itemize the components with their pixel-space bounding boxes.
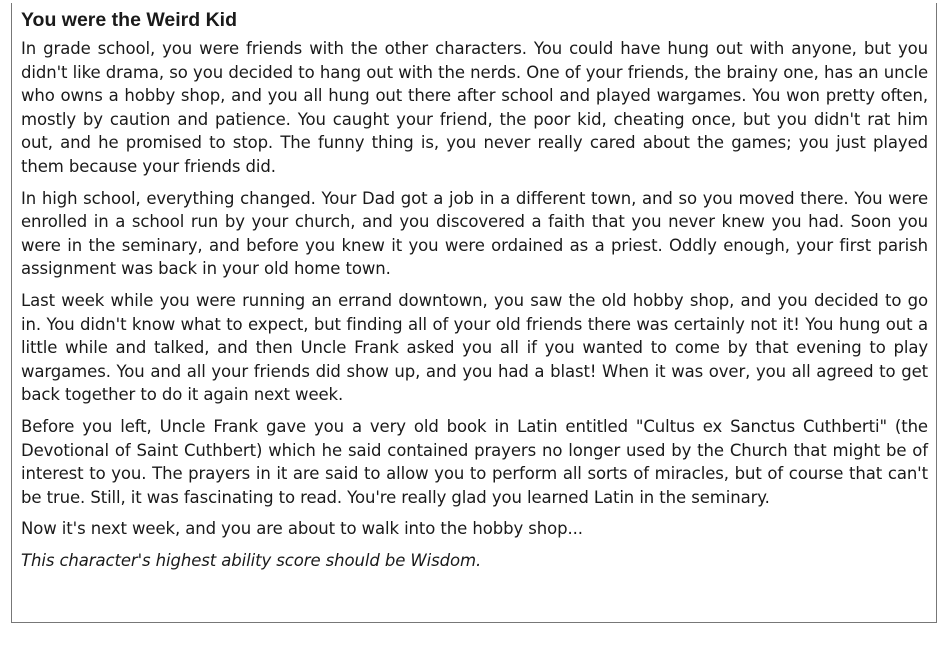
ability-score-note: This character's highest ability score should be Wisdom. <box>21 550 482 570</box>
paragraph-next-week: Now it's next week, and you are about to walk into the hobby shop... <box>21 519 583 539</box>
paragraph-grade-school: In grade school, you were friends with the other characters. You could have hung out with anyone, but you didn't like drama, so you decided to hang out with the nerds. One of your friends, the brainy one, has an uncle who owns a hobby shop, and you all hung out there after school and played wargames. You won pretty often, mostly by caution and patience. You caught your friend, the poor kid, cheating once, but you didn't rat him out, and he promised to stop. The funny thing is, you never really cared about the games; you just played them because your friends did. <box>21 39 928 176</box>
card-title: You were the Weird Kid <box>21 9 237 31</box>
character-background-card <box>11 3 937 623</box>
paragraph-latin-book: Before you left, Uncle Frank gave you a very old book in Latin entitled "Cultus ex Sanctus Cuthberti" (the Devotional of Saint Cuthbert) which he said contained prayers no longer used by the Church that might be of interest to you. The prayers in it are said to allow you to perform all sorts of miracles, but of course that can't be true. Still, it was fascinating to read. You're really glad you learned Latin in the seminary. <box>21 416 928 507</box>
paragraph-last-week: Last week while you were running an errand downtown, you saw the old hobby shop, and you decided to go in. You didn't know what to expect, but finding all of your old friends there was certainly not it! You hung out a little while and talked, and then Uncle Frank asked you all if you wanted to come by that evening to play wargames. You and all your friends did show up, and you had a blast! When it was over, you all agreed to get back together to do it again next week. <box>21 290 928 405</box>
paragraph-high-school: In high school, everything changed. Your Dad got a job in a different town, and so you moved there. You were enrolled in a school run by your church, and you discovered a faith that you never knew you had. Soon you were in the seminary, and before you knew it you were ordained as a priest. Oddly enough, your first parish assignment was back in your old home town. <box>21 188 928 279</box>
